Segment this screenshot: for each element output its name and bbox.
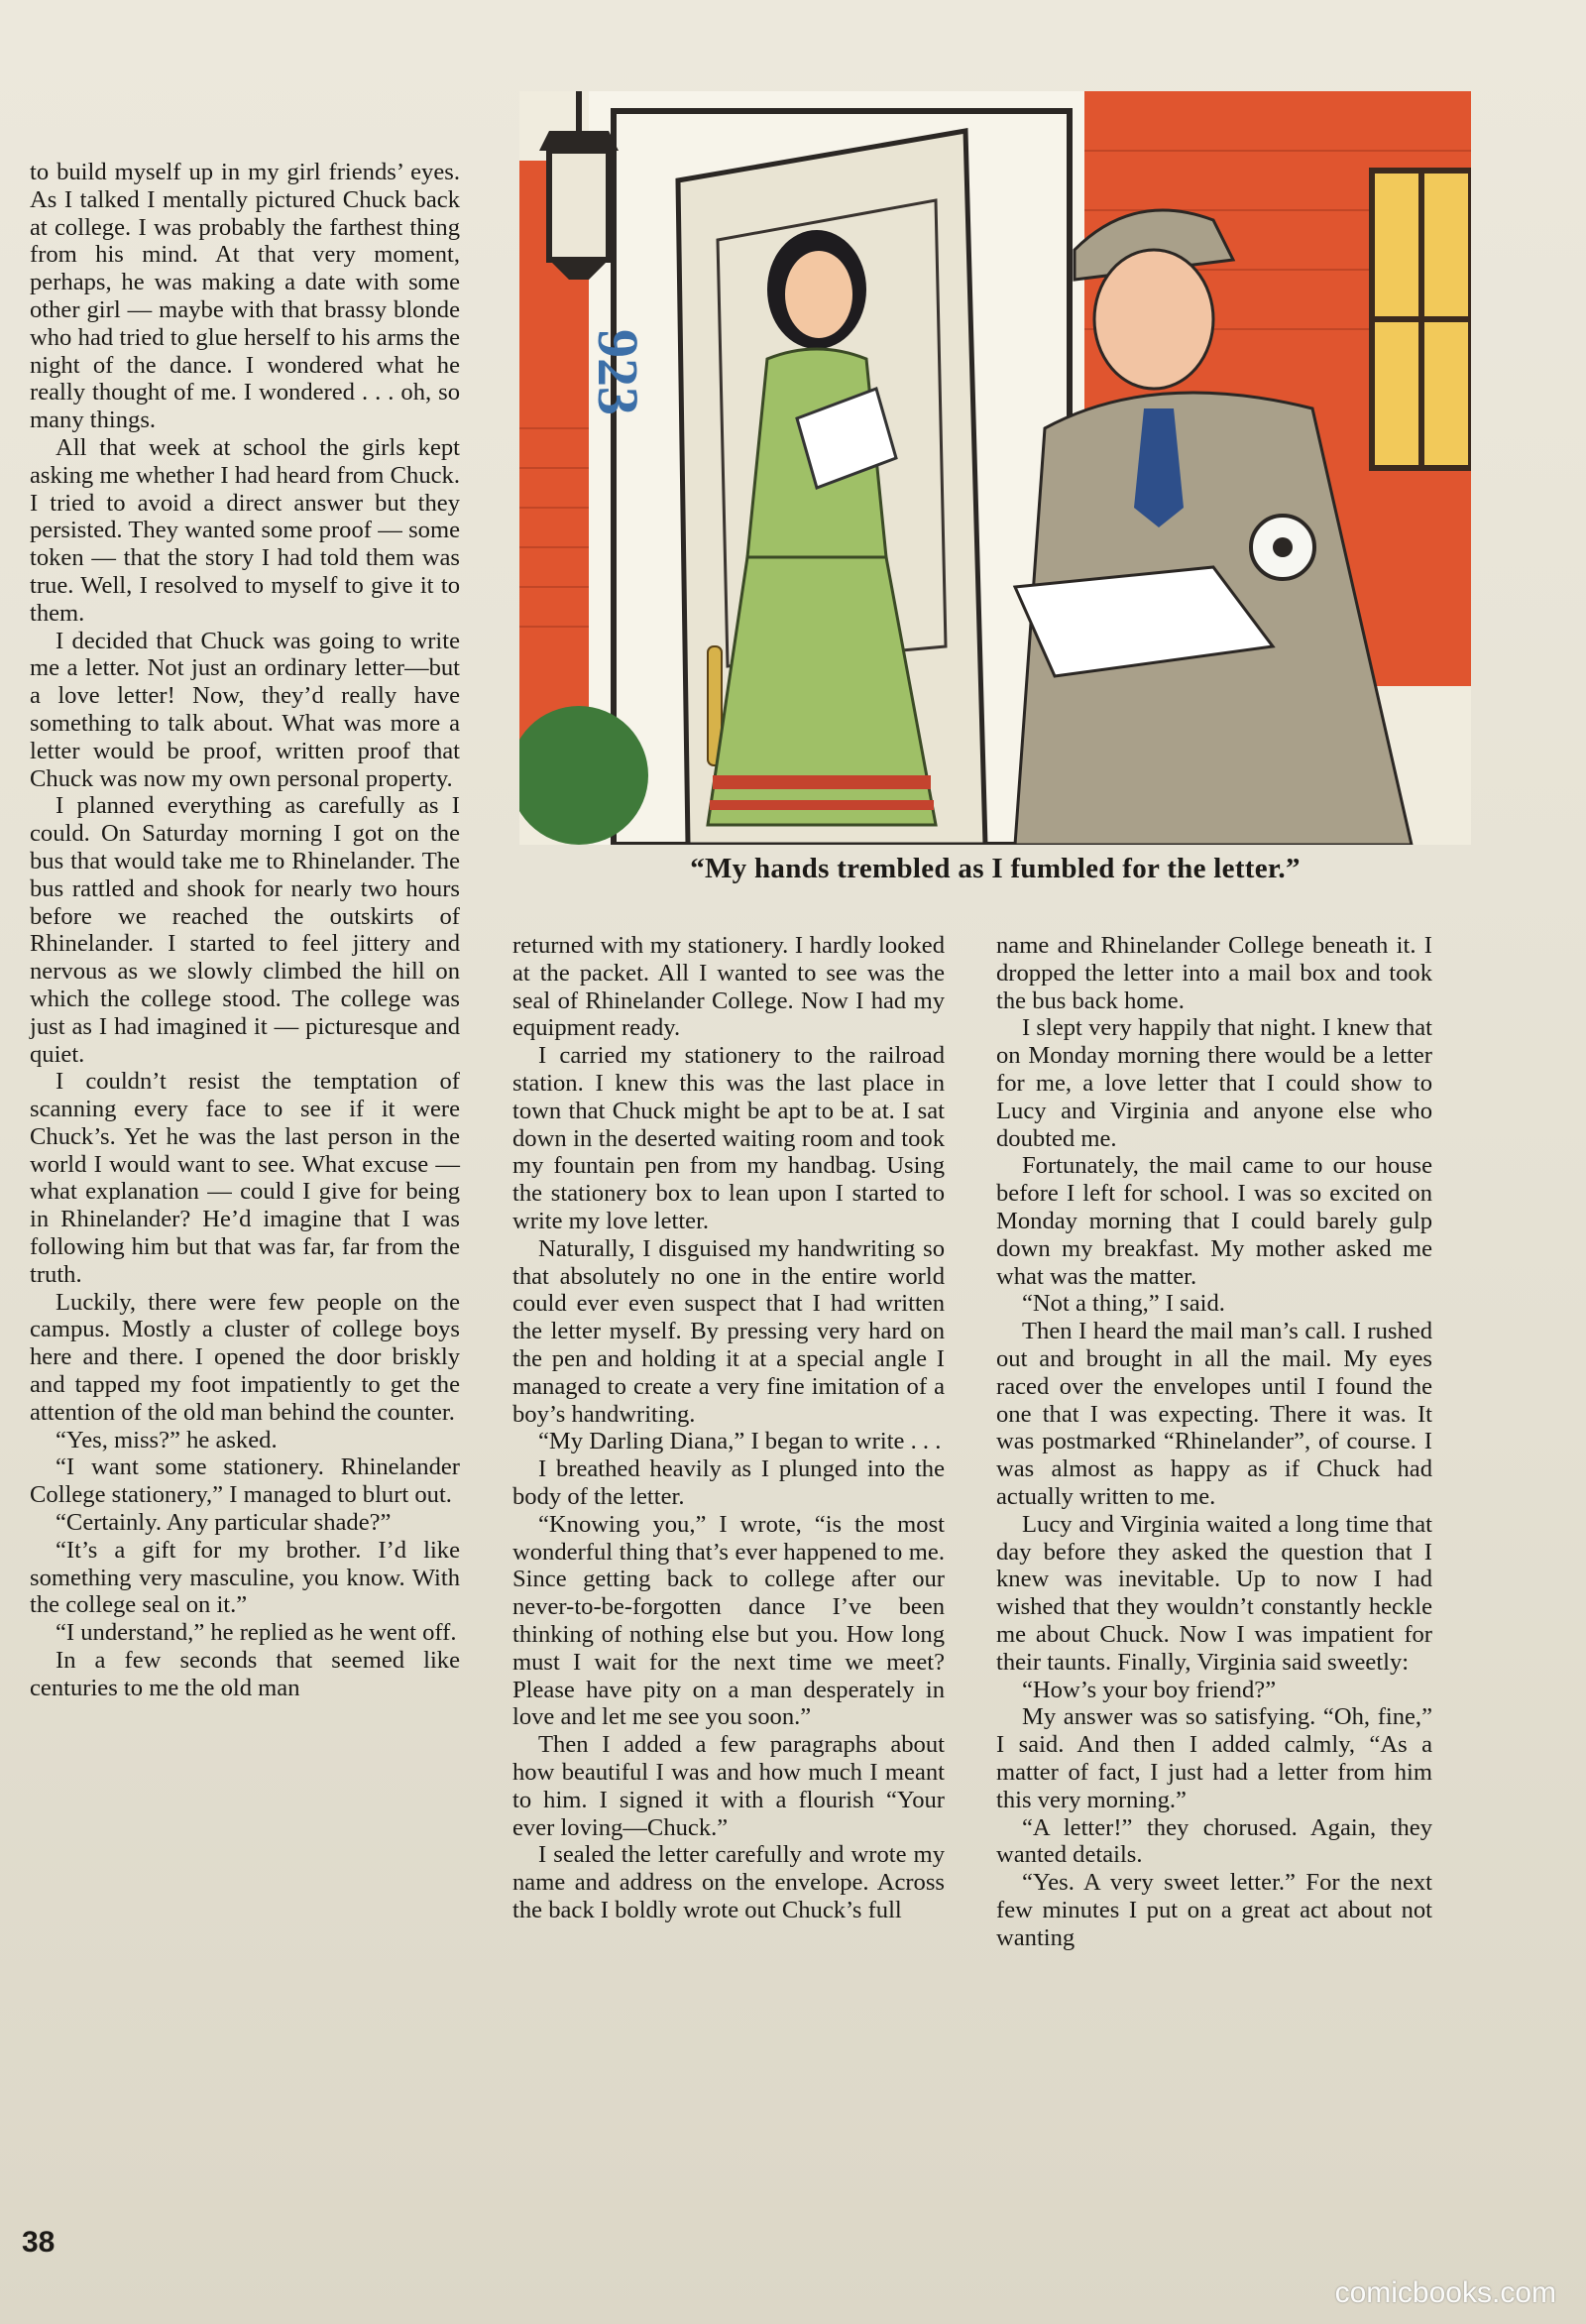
paragraph: Then I heard the mail man’s call. I rushed out and brought in all the mail. My eyes raced over the envelopes until I found the one that I was expecting. There it was. It was postmarked “Rhinelander”, of course. I was almost as happy as if Chuck had actually written to me.	[996, 1318, 1432, 1510]
paragraph: I carried my stationery to the railroad station. I knew this was the last place in town that Chuck might be apt to be at. I sat down in the deserted waiting room and took my fountain pen from my handbag. Using the stationery box to lean upon I started to write my love letter.	[512, 1042, 945, 1234]
paragraph: My answer was so satisfying. “Oh, fine,” I said. And then I added calmly, “As a matter of fact, I just had a letter from him this very morning.”	[996, 1703, 1432, 1813]
illustration-caption: “My hands trembled as I fumbled for the letter.”	[690, 853, 1301, 884]
paragraph: “Not a thing,” I said.	[1022, 1290, 1225, 1318]
paragraph: “Yes, miss?” he asked.	[56, 1426, 278, 1453]
paragraph: “Certainly. Any particular shade?”	[56, 1509, 392, 1537]
paragraph: “How’s your boy friend?”	[1022, 1676, 1277, 1703]
paragraph: In a few seconds that seemed like centuries to me the old man	[30, 1647, 460, 1701]
paragraph: I decided that Chuck was going to write me a letter. Not just an ordinary letter—but a love letter! Now, they’d really have something to talk about. What was more a letter would be proof, written proof that Chuck was now my own personal property.	[30, 627, 460, 792]
paragraph: “Knowing you,” I wrote, “is the most wonderful thing that’s ever happened to me. Since getting back to college after our never-to-be-forgotten dance I’ve been thinking of nothing else but you. How long must I wait for the next time we meet? Please have pity on a man desperately in love and let me see you soon.”	[512, 1510, 945, 1731]
paragraph: I slept very happily that night. I knew that on Monday morning there would be a letter for me, a love letter that I could show to Lucy and Virginia and anyone else who doubted me.	[996, 1014, 1432, 1152]
paragraph: returned with my stationery. I hardly looked at the packet. All I wanted to see was the seal of Rhinelander College. Now I had my equipment ready.	[512, 932, 945, 1042]
paragraph: “It’s a gift for my brother. I’d like something very masculine, you know. With the college seal on it.”	[30, 1536, 460, 1619]
text-column-2	[512, 932, 945, 1924]
paragraph: “My Darling Diana,” I began to write . . .	[538, 1428, 942, 1455]
paragraph: Lucy and Virginia waited a long time that day before they asked the question that I knew was inevitable. Up to now I had wished that they wouldn’t constantly heckle me about Chuck. Now I was impatient for their taunts. Finally, Virginia said sweetly:	[996, 1510, 1432, 1676]
paragraph: Then I added a few paragraphs about how beautiful I was and how much I meant to him. I signed it with a flourish “Your ever loving—Chuck.”	[512, 1731, 945, 1841]
paragraph: Luckily, there were few people on the campus. Mostly a cluster of college boys here and there. I opened the door briskly and tapped my foot impatiently to get the attention of the old man behind the counter.	[30, 1288, 460, 1426]
paragraph: “A letter!” they chorused. Again, they wanted details.	[996, 1813, 1432, 1869]
paragraph: Naturally, I disguised my handwriting so that absolutely no one in the entire world could ever even suspect that I had written the letter myself. By pressing very hard on the pen and holding it at a special angle I managed to create a very fine imitation of a boy’s handwriting.	[512, 1234, 945, 1428]
paragraph: “I understand,” he replied as he went off.	[56, 1619, 457, 1647]
story-illustration	[519, 91, 1471, 845]
paragraph: “Yes. A very sweet letter.” For the next few minutes I put on a great act about not wanting	[996, 1869, 1432, 1951]
page-number: 38	[22, 2226, 56, 2259]
house-number: 923	[586, 329, 650, 415]
text-column-3	[996, 932, 1432, 1951]
paragraph: “I want some stationery. Rhinelander College stationery,” I managed to blurt out.	[30, 1453, 460, 1509]
paragraph: I planned everything as carefully as I could. On Saturday morning I got on the bus that would take me to Rhinelander. The bus rattled and shook for nearly two hours before we reached the outskirts of Rhinelander. I started to feel jittery and nervous as we slowly climbed the hill on which the college stood. The college was just as I had imagined it — picturesque and quiet.	[30, 792, 460, 1068]
paragraph: to build myself up in my girl friends’ eyes. As I talked I mentally pictured Chuck back at college. I was probably the farthest thing from his mind. At that very moment, perhaps, he was making a date with some other girl — maybe with that brassy blonde who had tried to glue herself to his arms the night of the dance. I wondered what he really thought of me. I wondered . . . oh, so many things.	[30, 159, 460, 434]
paragraph: name and Rhinelander College beneath it. I dropped the letter into a mail box and took the bus back home.	[996, 932, 1432, 1014]
paragraph: Fortunately, the mail came to our house before I left for school. I was so excited on Monday morning that I could barely gulp down my breakfast. My mother asked me what was the matter.	[996, 1152, 1432, 1290]
paragraph: I couldn’t resist the temptation of scanning every face to see if it were Chuck’s. Yet he was the last person in the world I would want to see. What excuse — what explanation — could I give for being in Rhinelander? He’d imagine that I was following him but that was far, far from the truth.	[30, 1068, 460, 1288]
paragraph: I sealed the letter carefully and wrote my name and address on the envelope. Across the back I boldly wrote out Chuck’s full	[512, 1841, 945, 1923]
paragraph: I breathed heavily as I plunged into the body of the letter.	[512, 1455, 945, 1510]
paragraph: All that week at school the girls kept asking me whether I had heard from Chuck. I tried to avoid a direct answer but they persisted. They wanted some proof — some token — that the story I had told them was true. Well, I resolved to myself to give it to them.	[30, 433, 460, 627]
source-watermark: comicbooks.com	[1334, 2276, 1556, 2309]
text-column-1	[30, 159, 460, 1702]
illustration-drawing	[519, 91, 1471, 845]
